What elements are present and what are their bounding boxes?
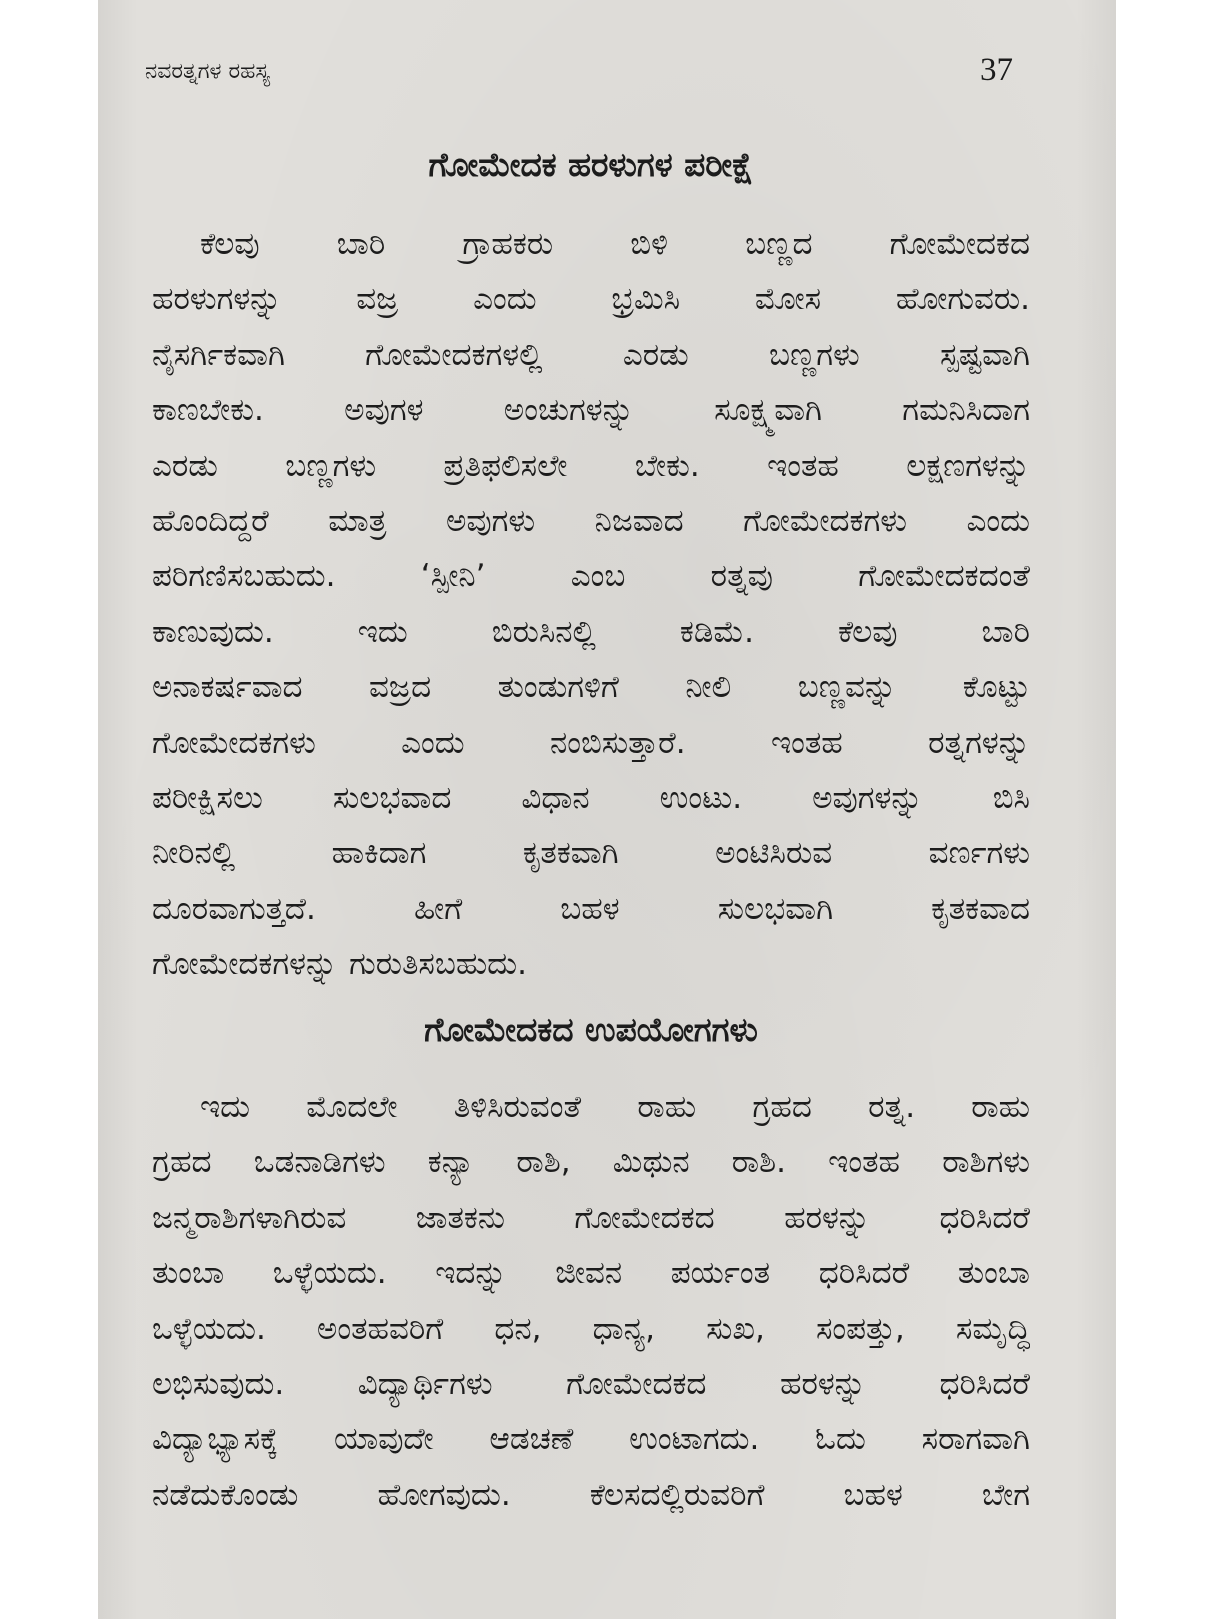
text-line: ಗ್ರಹದ ಒಡನಾಡಿಗಳು ಕನ್ಯಾ ರಾಶಿ, ಮಿಥುನ ರಾಶಿ. ಇಂತಹ ರಾಶಿಗಳು (152, 1144, 1030, 1181)
text-line: ಪರಿಗಣಿಸಬಹುದು. ‘ಸ್ಪೀನಿ’ ಎಂಬ ರತ್ನವು ಗೋಮೇದಕದಂತೆ (152, 558, 1030, 595)
text-line: ವಿದ್ಯಾಭ್ಯಾಸಕ್ಕೆ ಯಾವುದೇ ಆಡಚಣೆ ಉಂಟಾಗದು. ಓದು ಸರಾಗವಾಗಿ (152, 1421, 1030, 1458)
paragraph (152, 1080, 1030, 1523)
text-line: ಕಾಣುವುದು. ಇದು ಬಿರುಸಿನಲ್ಲಿ ಕಡಿಮೆ. ಕೆಲವು ಬಾರಿ (152, 613, 1030, 650)
text-line: ಎರಡು ಬಣ್ಣಗಳು ಪ್ರತಿಫಲಿಸಲೇ ಬೇಕು. ಇಂತಹ ಲಕ್ಷಣಗಳನ್ನು (152, 447, 1030, 484)
text-line: ನೀರಿನಲ್ಲಿ ಹಾಕಿದಾಗ ಕೃತಕವಾಗಿ ಅಂಟಿಸಿರುವ ವರ್ಣಗಳು (152, 835, 1030, 872)
text-line: ಗೋಮೇದಕಗಳು ಎಂದು ನಂಬಿಸುತ್ತಾರೆ. ಇಂತಹ ರತ್ನಗಳನ್ನು (152, 724, 1030, 761)
text-line: ಜನ್ಮರಾಶಿಗಳಾಗಿರುವ ಜಾತಕನು ಗೋಮೇದಕದ ಹರಳನ್ನು ಧರಿಸಿದರೆ (152, 1199, 1030, 1236)
text-line: ಗೋಮೇದಕಗಳನ್ನು ಗುರುತಿಸಬಹುದು. (152, 946, 527, 983)
text-line: ಪರೀಕ್ಷಿಸಲು ಸುಲಭವಾದ ವಿಧಾನ ಉಂಟು. ಅವುಗಳನ್ನು ಬಿಸಿ (152, 779, 1030, 816)
text-line: ಹರಳುಗಳನ್ನು ವಜ್ರ ಎಂದು ಭ್ರಮಿಸಿ ಮೋಸ ಹೋಗುವರು. (152, 281, 1030, 318)
text-line: ಕಾಣಬೇಕು. ಅವುಗಳ ಅಂಚುಗಳನ್ನು ಸೂಕ್ಷ್ಮವಾಗಿ ಗಮನಿಸಿದಾಗ (152, 392, 1030, 429)
text-line: ನಡೆದುಕೊಂಡು ಹೋಗವುದು. ಕೆಲಸದಲ್ಲಿರುವರಿಗೆ ಬಹಳ ಬೇಗ (152, 1476, 1030, 1513)
section-heading: ಗೋಮೇದಕ ಹರಳುಗಳ ಪರೀಕ್ಷೆ (428, 145, 754, 184)
paragraph (152, 217, 1030, 992)
text-line: ಇದು ಮೊದಲೇ ತಿಳಿಸಿರುವಂತೆ ರಾಹು ಗ್ರಹದ ರತ್ನ. ರಾಹು (200, 1089, 1030, 1125)
text-line: ಹೊಂದಿದ್ದರೆ ಮಾತ್ರ ಅವುಗಳು ನಿಜವಾದ ಗೋಮೇದಕಗಳು ಎಂದು (152, 502, 1030, 539)
running-title: ನವರತ್ನಗಳ ರಹಸ್ಯ (145, 59, 271, 84)
text-line: ದೂರವಾಗುತ್ತದೆ. ಹೀಗೆ ಬಹಳ ಸುಲಭವಾಗಿ ಕೃತಕವಾದ (152, 890, 1030, 927)
text-line: ಕೆಲವು ಬಾರಿ ಗ್ರಾಹಕರು ಬಿಳಿ ಬಣ್ಣದ ಗೋಮೇದಕದ (200, 226, 1030, 262)
text-line: ಒಳ್ಳೆಯದು. ಅಂತಹವರಿಗೆ ಧನ, ಧಾನ್ಯ, ಸುಖ, ಸಂಪತ್ತು, ಸಮೃದ್ಧಿ (152, 1310, 1030, 1347)
section-heading: ಗೋಮೇದಕದ ಉಪಯೋಗಗಳು (424, 1010, 758, 1049)
text-line: ಅನಾಕರ್ಷವಾದ ವಜ್ರದ ತುಂಡುಗಳಿಗೆ ನೀಲಿ ಬಣ್ಣವನ್ನು ಕೊಟ್ಟು (152, 669, 1030, 706)
page-number: 37 (980, 52, 1013, 88)
text-line: ತುಂಬಾ ಒಳ್ಳೆಯದು. ಇದನ್ನು ಜೀವನ ಪರ್ಯಂತ ಧರಿಸಿದರೆ ತುಂಬಾ (152, 1255, 1030, 1292)
text-line: ನೈಸರ್ಗಿಕವಾಗಿ ಗೋಮೇದಕಗಳಲ್ಲಿ ಎರಡು ಬಣ್ಣಗಳು ಸ್ಪಷ್ಟವಾಗಿ (152, 336, 1030, 373)
text-line: ಲಭಿಸುವುದು. ವಿದ್ಯಾರ್ಥಿಗಳು ಗೋಮೇದಕದ ಹರಳನ್ನು ಧರಿಸಿದರೆ (152, 1365, 1030, 1402)
